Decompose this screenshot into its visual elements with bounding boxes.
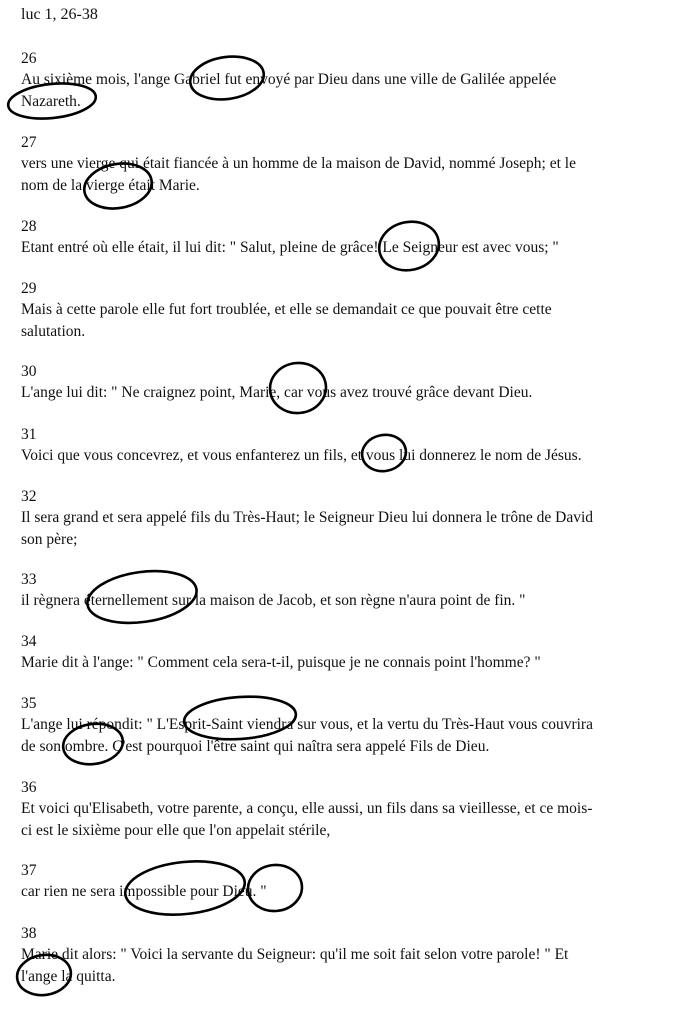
verse-line: ci est le sixième pour elle que l'on appelait stérile, xyxy=(21,821,331,839)
verse-line: L'ange lui dit: " Ne craignez point, Marie, car vous avez trouvé grâce devant Dieu. xyxy=(21,384,533,401)
verse-text xyxy=(21,590,687,612)
verse-27 xyxy=(21,133,687,196)
verse-text xyxy=(21,507,687,550)
verse-line: son père; xyxy=(21,530,78,548)
verse-36 xyxy=(21,778,687,841)
verse-text xyxy=(21,299,687,342)
verse-text xyxy=(21,881,687,903)
verse-text xyxy=(21,382,687,404)
verse-28 xyxy=(21,217,687,259)
verse-line: il règnera éternellement sur la maison de Jacob, et son règne n'aura point de fin. " xyxy=(21,592,526,609)
verse-number: 36 xyxy=(21,779,37,796)
verse-text xyxy=(21,798,687,841)
verse-34 xyxy=(21,632,687,674)
passage-reference: luc 1, 26-38 xyxy=(21,6,98,23)
verse-33 xyxy=(21,570,687,612)
verse-line: Au sixième mois, l'ange Gabriel fut envoyé par Dieu dans une ville de Galilée appelée xyxy=(21,71,557,88)
verse-number: 30 xyxy=(21,363,37,380)
verse-31 xyxy=(21,425,687,467)
verse-38 xyxy=(21,924,687,987)
verse-line: nom de la vierge était Marie. xyxy=(21,176,200,194)
verse-number: 35 xyxy=(21,695,37,712)
verse-line: l'ange la quitta. xyxy=(21,967,116,985)
verse-line: Voici que vous concevrez, et vous enfanterez un fils, et vous lui donnerez le nom de Jésus. xyxy=(21,447,582,464)
verse-line: Et voici qu'Elisabeth, votre parente, a conçu, elle aussi, un fils dans sa vieillesse, et ce mois- xyxy=(21,800,593,817)
verse-text xyxy=(21,445,687,467)
verse-text xyxy=(21,652,687,674)
verse-text xyxy=(21,714,687,757)
verse-line: Marie dit alors: " Voici la servante du Seigneur: qu'il me soit fait selon votre parole! " Et xyxy=(21,946,569,963)
verse-line: L'ange lui répondit: " L'Esprit-Saint viendra sur vous, et la vertu du Très-Haut vous couvrira xyxy=(21,716,593,733)
verse-text xyxy=(21,237,687,259)
verse-35 xyxy=(21,694,687,757)
verse-line: Marie dit à l'ange: " Comment cela sera-t-il, puisque je ne connais point l'homme? " xyxy=(21,654,541,671)
verse-line: vers une vierge qui était fiancée à un homme de la maison de David, nommé Joseph; et le xyxy=(21,155,576,172)
verse-number: 28 xyxy=(21,218,37,235)
verse-number: 33 xyxy=(21,571,37,588)
verse-line: de son ombre. C'est pourquoi l'être saint qui naîtra sera appelé Fils de Dieu. xyxy=(21,737,490,755)
verse-number: 26 xyxy=(21,50,37,67)
verse-number: 34 xyxy=(21,633,37,650)
verse-32 xyxy=(21,487,687,550)
verse-line: salutation. xyxy=(21,322,86,340)
verse-line: car rien ne sera impossible pour Dieu. " xyxy=(21,883,267,900)
verse-line: Il sera grand et sera appelé fils du Très-Haut; le Seigneur Dieu lui donnera le trône de David xyxy=(21,509,594,526)
verse-number: 37 xyxy=(21,862,37,879)
verse-number: 27 xyxy=(21,134,37,151)
verse-30 xyxy=(21,362,687,404)
verse-29 xyxy=(21,279,687,342)
verse-26 xyxy=(21,49,687,112)
verse-number: 32 xyxy=(21,488,37,505)
verse-37 xyxy=(21,861,687,903)
verse-text xyxy=(21,153,687,196)
verse-line: Mais à cette parole elle fut fort troublée, et elle se demandait ce que pouvait être cette xyxy=(21,301,552,318)
verse-number: 31 xyxy=(21,426,37,443)
verse-line: Nazareth. xyxy=(21,92,81,110)
verse-text xyxy=(21,69,687,112)
verse-number: 29 xyxy=(21,280,37,297)
verse-line: Etant entré où elle était, il lui dit: " Salut, pleine de grâce! Le Seigneur est avec vous; " xyxy=(21,239,559,256)
verse-text xyxy=(21,944,687,987)
verse-number: 38 xyxy=(21,925,37,942)
